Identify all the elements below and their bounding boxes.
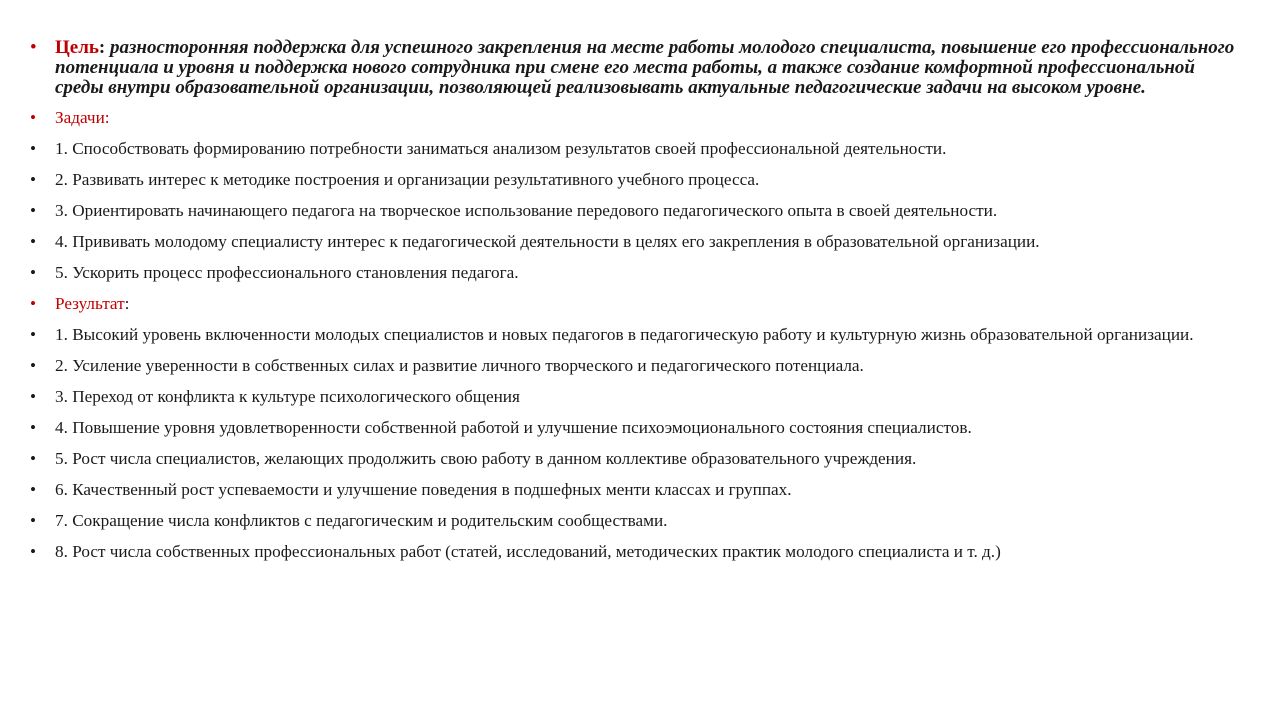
result-item-text: 5. Рост числа специалистов, желающих продолжить свою работу в данном коллективе образовательного учреждения. — [55, 449, 917, 468]
bullet-marker: • — [30, 418, 37, 437]
bullet-marker: • — [30, 294, 37, 313]
results-heading-text: Результат — [55, 294, 125, 313]
result-item-text: 4. Повышение уровня удовлетворенности собственной работой и улучшение психоэмоционального состояния специалистов. — [55, 418, 972, 437]
tasks-heading — [30, 109, 1245, 128]
bullet-marker: • — [30, 449, 37, 468]
result-item — [30, 481, 1245, 500]
result-item-text: 7. Сокращение числа конфликтов с педагогическим и родительским сообществами. — [55, 511, 668, 530]
bullet-marker: • — [30, 325, 37, 344]
task-item-text: 3. Ориентировать начинающего педагога на творческое использование передового педагогического опыта в своей деятельности. — [55, 201, 998, 220]
bullet-marker: • — [30, 232, 37, 251]
result-item — [30, 543, 1245, 562]
task-item — [30, 202, 1245, 221]
result-item — [30, 326, 1245, 345]
result-item — [30, 388, 1245, 407]
bullet-marker: • — [30, 511, 37, 530]
bullet-marker: • — [30, 263, 37, 282]
task-item — [30, 140, 1245, 159]
result-item — [30, 357, 1245, 376]
task-item-text: 1. Способствовать формированию потребности заниматься анализом результатов своей профессиональной деятельности. — [55, 139, 947, 158]
result-item-text: 1. Высокий уровень включенности молодых специалистов и новых педагогов в педагогическую работу и культурную жизнь образовательной организации. — [55, 325, 1194, 344]
results-heading — [30, 295, 1245, 314]
goal-label: Цель — [55, 37, 99, 58]
task-item — [30, 171, 1245, 190]
result-item — [30, 450, 1245, 469]
bullet-marker: • — [30, 356, 37, 375]
task-item — [30, 264, 1245, 283]
bullet-marker: • — [30, 387, 37, 406]
tasks-heading-text: Задачи: — [55, 108, 110, 127]
bullet-marker: • — [30, 170, 37, 189]
bullet-marker: • — [30, 480, 37, 499]
task-item-text: 4. Прививать молодому специалисту интерес к педагогической деятельности в целях его закрепления в образовательной организации. — [55, 232, 1040, 251]
bullet-marker: • — [30, 108, 37, 127]
bullet-marker: • — [30, 139, 37, 158]
slide-content — [30, 38, 1245, 574]
result-item-text: 3. Переход от конфликта к культуре психологического общения — [55, 387, 520, 406]
result-item-text: 8. Рост числа собственных профессиональных работ (статей, исследований, методических практик молодого специалиста и т. д.) — [55, 542, 1001, 561]
task-item-text: 5. Ускорить процесс профессионального становления педагога. — [55, 263, 519, 282]
goal-colon: : — [98, 37, 106, 58]
result-item-text: 6. Качественный рост успеваемости и улучшение поведения в подшефных менти классах и группах. — [55, 480, 792, 499]
result-item — [30, 419, 1245, 438]
result-item-text: 2. Усиление уверенности в собственных силах и развитие личного творческого и педагогического потенциала. — [55, 356, 864, 375]
result-item — [30, 512, 1245, 531]
bullet-marker: • — [30, 542, 37, 561]
bullet-marker: • — [30, 37, 37, 58]
task-item-text: 2. Развивать интерес к методике построения и организации результативного учебного процесса. — [55, 170, 760, 189]
goal-bullet — [30, 38, 1245, 98]
bullet-marker: • — [30, 201, 37, 220]
task-item — [30, 233, 1245, 252]
goal-text: разносторонняя поддержка для успешного закрепления на месте работы молодого специалиста, повышение его профессионального потенциала и уровня и поддержка нового сотрудника при смене его места работы, а также создание комфортной профессиональной среды внутри образовательной организации, позволяющей реализовывать актуальные педагогические задачи на высоком уровне. — [55, 37, 1235, 98]
results-heading-colon: : — [124, 294, 130, 313]
